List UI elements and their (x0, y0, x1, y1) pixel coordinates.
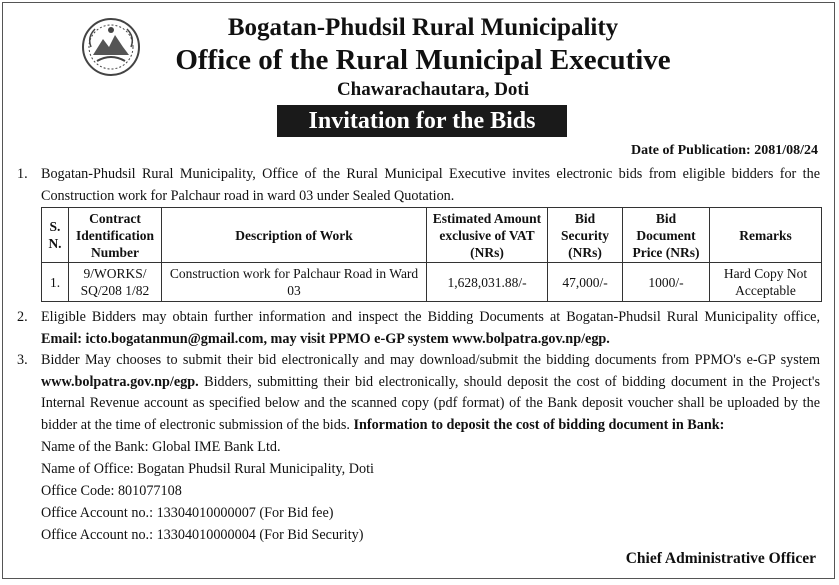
item-number-1: 1. (17, 166, 28, 182)
bid-table (41, 207, 822, 302)
col-sn: S. N. (42, 208, 69, 263)
cell-contract-id: 9/WORKS/ SQ/208 1/82 (69, 263, 162, 302)
nepal-emblem-icon (81, 17, 141, 77)
item-3-body-b: Bidders, submitting their bid electronically, should deposit the cost of bidding document in the Project's Internal Revenue account as specified below and the scanned copy (pdf format) of the Bank deposit voucher shall be uploaded by the bidder at the time of electronic submission of the bids. (41, 373, 820, 433)
table-header-row (42, 208, 822, 263)
cell-sn: 1. (42, 263, 69, 302)
item-3-text (41, 350, 820, 436)
cell-estimated-amount: 1,628,031.88/- (427, 263, 548, 302)
col-description: Description of Work (162, 208, 427, 263)
col-document-price: Bid Document Price (NRs) (623, 208, 710, 263)
bank-name: Name of the Bank: Global IME Bank Ltd. (41, 439, 281, 455)
col-contract-id: Contract Identification Number (69, 208, 162, 263)
item-1-text: Bogatan-Phudsil Rural Municipality, Office of the Rural Municipal Executive invites electronic bids from eligible bidders for the Construction work for Palchaur road in ward 03 under Sealed Quotation. (41, 166, 820, 204)
col-bid-security: Bid Security (NRs) (548, 208, 623, 263)
office-location: Chawarachautara, Doti (336, 79, 530, 100)
cell-document-price: 1000/- (623, 263, 710, 302)
contact-email-line: Email: icto.bogatanmun@gmail.com, may visit PPMO e-GP system www.bolpatra.gov.np/egp. (41, 330, 610, 347)
office-code: Office Code: 801077108 (41, 483, 182, 499)
bid-notice (2, 2, 835, 579)
bank-info-heading: Information to deposit the cost of bidding document in Bank: (353, 416, 725, 433)
cell-bid-security: 47,000/- (548, 263, 623, 302)
publication-date: Date of Publication: 2081/08/24 (630, 143, 818, 158)
item-2-text (41, 307, 820, 350)
signoff: Chief Administrative Officer (625, 550, 816, 567)
office-name: Office of the Rural Municipal Executive (175, 44, 671, 76)
item-3-body-a: Bidder May chooses to submit their bid electronically and may download/submit the bidding documents from PPMO's e-GP system (41, 352, 820, 368)
egp-url: www.bolpatra.gov.np/egp. (41, 373, 199, 390)
item-number-2: 2. (17, 309, 28, 325)
table-row (42, 263, 822, 302)
bid-security-account: Office Account no.: 13304010000004 (For Bid Security) (41, 527, 364, 543)
municipality-name: Bogatan-Phudsil Rural Municipality (227, 14, 619, 41)
notice-title: Invitation for the Bids (277, 105, 567, 137)
bid-fee-account: Office Account no.: 13304010000007 (For Bid fee) (41, 505, 334, 521)
item-2-body: Eligible Bidders may obtain further information and inspect the Bidding Documents at Bogatan-Phudsil Rural Municipality office, (41, 309, 820, 325)
item-number-3: 3. (17, 352, 28, 368)
col-remarks: Remarks (710, 208, 822, 263)
cell-description: Construction work for Palchaur Road in Ward 03 (162, 263, 427, 302)
col-estimated-amount: Estimated Amount exclusive of VAT (NRs) (427, 208, 548, 263)
office-name-line: Name of Office: Bogatan Phudsil Rural Municipality, Doti (41, 461, 374, 477)
cell-remarks: Hard Copy Not Acceptable (710, 263, 822, 302)
